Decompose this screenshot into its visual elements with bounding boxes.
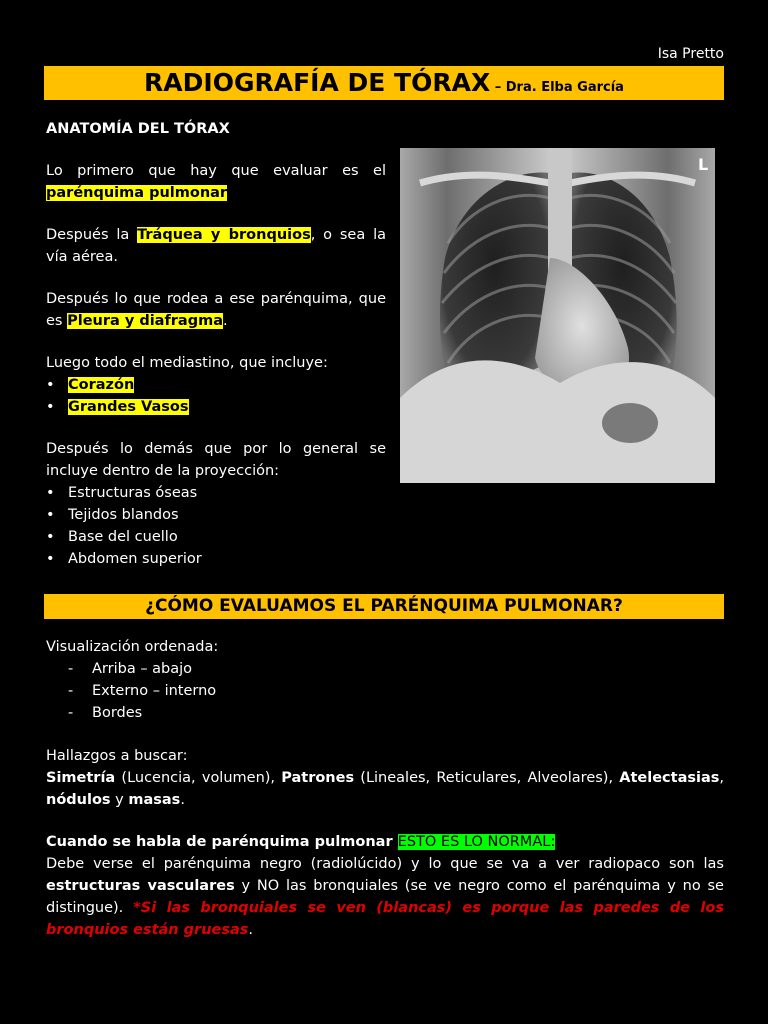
projection-list <box>46 482 386 570</box>
p3-pre: Después lo que rodea a ese parénquima, que es <box>46 291 386 329</box>
visualization-list <box>46 658 724 724</box>
paragraph-3 <box>46 288 386 332</box>
list-item: - Externo – interno <box>46 680 724 702</box>
find-text: y <box>110 792 129 808</box>
list-item: • Base del cuello <box>46 526 386 548</box>
author-name: Isa Pretto <box>657 46 724 62</box>
find-text: , <box>719 770 724 786</box>
find-text: . <box>180 792 185 808</box>
findings-label: Hallazgos a buscar: <box>46 748 188 764</box>
find-text: (Lucencia, volumen), <box>115 770 282 786</box>
find-bold: Patrones <box>281 770 355 786</box>
p2-pre: Después la <box>46 227 138 243</box>
p2-highlight: Tráquea y bronquios <box>137 227 311 243</box>
section-anatomy <box>46 118 386 570</box>
normal-heading-text: Cuando se habla de parénquima pulmonar <box>46 834 398 850</box>
list-item: • Abdomen superior <box>46 548 386 570</box>
page-subtitle: – Dra. Elba García <box>490 80 624 95</box>
list-item: - Arriba – abajo <box>46 658 724 680</box>
list-item: • Estructuras óseas <box>46 482 386 504</box>
chest-xray-illustration <box>400 148 715 483</box>
normal-warning: *Si las bronquiales se ven (blancas) es porque las paredes de los bronquios están gruesas <box>46 900 724 938</box>
find-bold: Atelectasias <box>619 770 720 786</box>
list-item: - Bordes <box>46 702 724 724</box>
side-marker: L <box>698 155 709 174</box>
section-banner-evaluation: ¿CÓMO EVALUAMOS EL PARÉNQUIMA PULMONAR? <box>44 594 724 619</box>
title-banner <box>44 66 724 100</box>
list-item-text: Grandes Vasos <box>68 399 189 415</box>
normal-bold: estructuras vasculares <box>46 878 235 894</box>
page-title: RADIOGRAFÍA DE TÓRAX <box>144 68 491 97</box>
find-text: (Lineales, Reticulares, Alveolares), <box>354 770 620 786</box>
p3-post: . <box>222 313 228 329</box>
chest-xray-image <box>400 148 715 483</box>
normal-description <box>46 853 724 941</box>
normal-text: y NO las bronquiales (se ve negro como el parénquima y no se distingue). <box>46 878 724 916</box>
find-bold: Simetría <box>46 770 116 786</box>
paragraph-5: Después lo demás que por lo general se incluye dentro de la proyección: <box>46 441 386 479</box>
normal-heading <box>46 831 724 853</box>
find-bold: nódulos <box>46 792 111 808</box>
paragraph-4: Luego todo el mediastino, que incluye: <box>46 355 328 371</box>
list-item-text: Corazón <box>68 377 135 393</box>
find-bold: masas <box>128 792 181 808</box>
section-evaluation <box>46 636 724 941</box>
list-item: • Tejidos blandos <box>46 504 386 526</box>
p1-text: Lo primero que hay que evaluar es el <box>46 163 386 179</box>
p1-highlight: parénquima pulmonar <box>46 185 228 201</box>
mediastinum-list <box>46 374 386 418</box>
paragraph-2 <box>46 224 386 268</box>
p2-post: , o sea la vía aérea. <box>46 227 386 265</box>
normal-highlight: ESTO ES LO NORMAL: <box>397 834 556 850</box>
list-item <box>46 374 386 396</box>
p3-highlight: Pleura y diafragma <box>67 313 223 329</box>
normal-end: . <box>248 922 254 938</box>
section-heading-anatomy: ANATOMÍA DEL TÓRAX <box>46 121 230 137</box>
visualization-label: Visualización ordenada: <box>46 639 219 655</box>
list-item <box>46 396 386 418</box>
normal-text: Debe verse el parénquima negro (radiolúcido) y lo que se va a ver radiopaco son las <box>46 856 724 872</box>
findings-text <box>46 767 724 811</box>
paragraph-1 <box>46 160 386 204</box>
